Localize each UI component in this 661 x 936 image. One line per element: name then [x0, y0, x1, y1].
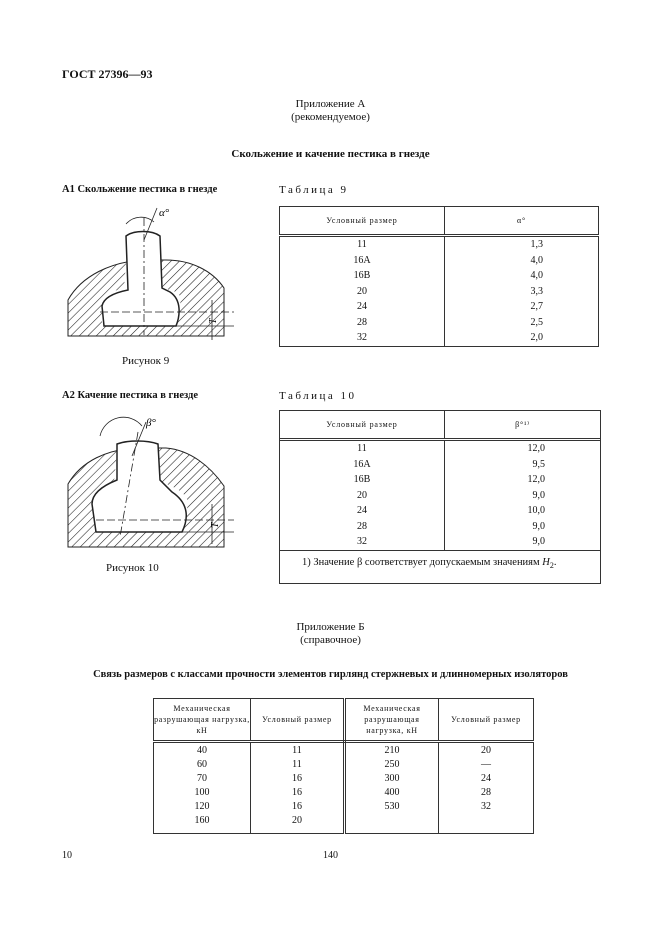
table-cell: 9,0 [532, 489, 545, 501]
table-cell: 10,0 [527, 505, 545, 517]
table-cell: 32 [280, 534, 445, 550]
appendix-a-note: (рекомендуемое) [291, 111, 370, 123]
table-cell: 24 [280, 503, 445, 519]
table-cell: 12,0 [527, 474, 545, 486]
table-cell: 16 [251, 785, 345, 799]
table-cell: 24 [481, 772, 491, 784]
table-cell: 20 [481, 744, 491, 756]
footnote-subscript: 2 [549, 560, 554, 570]
footnote-text: 1) Значение β соответствует допускаемым значениям [302, 556, 543, 568]
table-cell: 28 [481, 786, 491, 798]
footnote-end: . [553, 556, 557, 568]
table-9-caption: Таблица 9 [279, 184, 349, 196]
table-cell: 12,0 [527, 443, 545, 455]
table-cell: 210 [345, 742, 439, 758]
table-row [280, 519, 600, 535]
figure-10-caption: Рисунок 10 [106, 562, 159, 574]
table-cell: — [481, 758, 491, 770]
table-cell: 300 [345, 771, 439, 785]
col-load-1: Механическая разрушающая нагрузка, кН [154, 699, 251, 742]
table-10-caption: Таблица 10 [279, 390, 357, 402]
table-cell: 40 [154, 742, 251, 758]
section-a1-heading: А1 Скольжение пестика в гнезде [62, 184, 218, 195]
table-row [154, 771, 534, 785]
table-row [280, 440, 600, 457]
table-row [280, 299, 599, 315]
table-row [280, 488, 600, 504]
table-cell: 160 [154, 813, 251, 834]
table-cell: 100 [154, 785, 251, 799]
table-cell: 24 [280, 299, 445, 315]
table-cell [439, 813, 534, 834]
table-9-col-alpha: α° [445, 207, 599, 236]
appendix-b-note: (справочное) [300, 634, 361, 646]
table-cell: 2,0 [530, 332, 543, 344]
table-cell: 11 [280, 236, 445, 253]
table-cell: 16 [251, 799, 345, 813]
table-row [280, 457, 600, 473]
table-cell: 11 [251, 742, 345, 758]
document-code: ГОСТ 27396—93 [62, 67, 153, 81]
table-cell: 2,7 [530, 301, 543, 313]
section-a2-heading: А2 Качение пестика в гнезде [62, 390, 198, 401]
table-cell: 530 [345, 799, 439, 813]
table-row [154, 785, 534, 799]
table-row [154, 757, 534, 771]
table-cell: 16 [251, 771, 345, 785]
table-cell: 20 [280, 284, 445, 300]
appendix-b-heading [0, 621, 661, 647]
figure-10-t-label: T [210, 522, 221, 528]
appendix-a-heading [0, 98, 661, 124]
table-cell: 9,0 [532, 520, 545, 532]
table-row [280, 268, 599, 284]
table-cell: 11 [280, 440, 445, 457]
table-row [154, 813, 534, 834]
figure-10-angle-label: β° [146, 417, 156, 429]
table-cell: 11 [251, 757, 345, 771]
appendix-a-label: Приложение А [295, 98, 366, 110]
table-row [280, 236, 599, 253]
table-row [154, 742, 534, 758]
appendix-b-label: Приложение Б [296, 621, 365, 633]
table-row [280, 315, 599, 331]
col-load-2: Механическая разрушающая нагрузка, кН [345, 699, 439, 742]
table-cell: 16В [280, 268, 445, 284]
table-cell: 60 [154, 757, 251, 771]
figure-9-t-label: T [208, 318, 219, 324]
table-9 [279, 206, 599, 347]
table-cell: 16В [280, 472, 445, 488]
table-cell: 70 [154, 771, 251, 785]
table-cell: 32 [481, 800, 491, 812]
table-cell: 4,0 [530, 254, 543, 266]
table-10-footnote [280, 550, 600, 570]
table-cell: 400 [345, 785, 439, 799]
table-cell: 16А [280, 253, 445, 269]
table-cell: 250 [345, 757, 439, 771]
figure-9-drawing [62, 200, 262, 350]
table-row [280, 534, 600, 550]
table-cell: 9,5 [532, 458, 545, 470]
appendix-b-title: Связь размеров с классами прочности элементов гирлянд стержневых и длинномерных изоляторов [93, 669, 568, 680]
table-cell [345, 813, 439, 834]
table-cell: 28 [280, 315, 445, 331]
table-10-col-beta: β°¹⁾ [445, 411, 601, 440]
table-cell: 2,5 [530, 316, 543, 328]
table-10-col-size: Условный размер [280, 411, 445, 440]
table-cell: 32 [280, 330, 445, 346]
figure-9-caption: Рисунок 9 [122, 355, 170, 367]
table-10-grid [280, 411, 600, 550]
table-cell: 3,3 [530, 285, 543, 297]
appendix-a-title: Скольжение и качение пестика в гнезде [231, 148, 430, 160]
size-strength-table [153, 698, 534, 834]
page-number-center: 140 [323, 850, 338, 861]
table-row [154, 799, 534, 813]
table-row [280, 503, 600, 519]
table-row [280, 253, 599, 269]
table-row [280, 472, 600, 488]
table-cell: 20 [251, 813, 345, 834]
page-number-left: 10 [62, 850, 72, 861]
col-size-2: Условный размер [439, 699, 534, 742]
table-row [280, 330, 599, 346]
table-cell: 28 [280, 519, 445, 535]
figure-10-drawing [62, 412, 262, 557]
table-cell: 9,0 [532, 536, 545, 548]
figure-9-angle-label: α° [159, 207, 170, 219]
table-10 [279, 410, 601, 584]
table-cell: 16А [280, 457, 445, 473]
col-size-1: Условный размер [251, 699, 345, 742]
table-cell: 1,3 [530, 239, 543, 251]
table-9-col-size: Условный размер [280, 207, 445, 236]
table-cell: 4,0 [530, 270, 543, 282]
table-cell: 20 [280, 488, 445, 504]
table-row [280, 284, 599, 300]
table-cell: 120 [154, 799, 251, 813]
footnote-variable: H [542, 556, 550, 568]
